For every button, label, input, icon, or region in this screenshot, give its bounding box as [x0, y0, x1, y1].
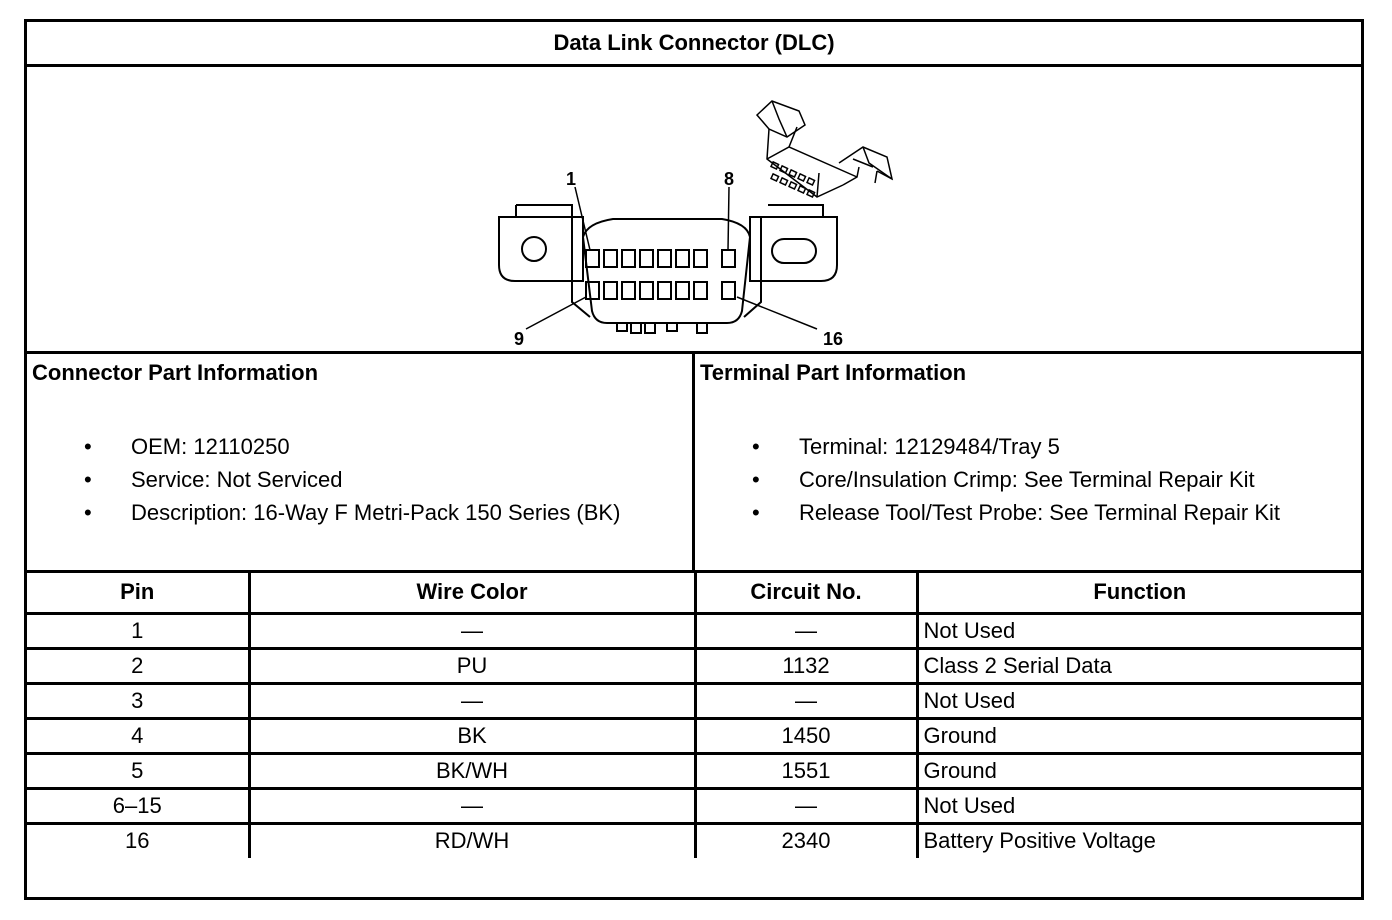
- header-function: Function: [917, 573, 1361, 613]
- pin-label-16: 16: [822, 329, 844, 349]
- list-item: • Service: Not Serviced: [27, 463, 620, 496]
- page-title: Data Link Connector (DLC): [27, 22, 1361, 67]
- cell-wire-color: BK/WH: [249, 753, 695, 788]
- table-row: [27, 753, 1361, 788]
- header-wire-color: Wire Color: [249, 573, 695, 613]
- cell-function: Ground: [917, 718, 1361, 753]
- pin-label-9: 9: [513, 329, 525, 349]
- cell-wire-color: RD/WH: [249, 823, 695, 858]
- cell-circuit: 1551: [695, 753, 917, 788]
- cell-pin: 2: [27, 648, 249, 683]
- list-item: • Release Tool/Test Probe: See Terminal Repair Kit: [695, 496, 1280, 529]
- table-row: [27, 788, 1361, 823]
- bullet-icon: •: [84, 467, 92, 492]
- cell-circuit: —: [695, 613, 917, 648]
- right-mount-slot: [772, 239, 816, 263]
- part-info-row: [27, 354, 1361, 573]
- connector-info-heading: Connector Part Information: [32, 360, 319, 385]
- dlc-connector-diagram: [27, 67, 1361, 351]
- bullet-icon: •: [752, 467, 760, 492]
- cell-function: Not Used: [917, 683, 1361, 718]
- list-item: • Description: 16-Way F Metri-Pack 150 Series (BK): [27, 496, 620, 529]
- cell-pin: 4: [27, 718, 249, 753]
- connector-sheet: [24, 19, 1364, 900]
- cell-pin: 6–15: [27, 788, 249, 823]
- list-item: • Core/Insulation Crimp: See Terminal Repair Kit: [695, 463, 1280, 496]
- top-pin-row: [586, 250, 735, 267]
- list-item: • Terminal: 12129484/Tray 5: [695, 430, 1280, 463]
- connector-info-list: [27, 430, 620, 529]
- cell-wire-color: —: [249, 613, 695, 648]
- terminal-info-list: [695, 430, 1280, 529]
- cell-wire-color: BK: [249, 718, 695, 753]
- cell-circuit: 2340: [695, 823, 917, 858]
- connector-isometric-view: [757, 101, 892, 197]
- pin-label-8: 8: [723, 169, 735, 189]
- bullet-icon: •: [752, 500, 760, 525]
- cell-wire-color: —: [249, 683, 695, 718]
- cell-function: Not Used: [917, 613, 1361, 648]
- table-row: [27, 718, 1361, 753]
- cell-function: Class 2 Serial Data: [917, 648, 1361, 683]
- table-row: [27, 683, 1361, 718]
- cell-pin: 1: [27, 613, 249, 648]
- left-mounting-ear: [499, 217, 583, 281]
- cell-function: Ground: [917, 753, 1361, 788]
- left-mount-hole: [522, 237, 546, 261]
- cell-function: Battery Positive Voltage: [917, 823, 1361, 858]
- cell-pin: 5: [27, 753, 249, 788]
- header-circuit-no: Circuit No.: [695, 573, 917, 613]
- connector-body: [583, 219, 750, 323]
- cell-circuit: —: [695, 788, 917, 823]
- bullet-icon: •: [752, 434, 760, 459]
- cell-wire-color: —: [249, 788, 695, 823]
- terminal-part-info: [695, 354, 1361, 570]
- cell-circuit: 1132: [695, 648, 917, 683]
- table-row: [27, 823, 1361, 858]
- terminal-info-heading: Terminal Part Information: [700, 360, 967, 385]
- bullet-icon: •: [84, 500, 92, 525]
- connector-part-info: [27, 354, 695, 570]
- table-header-row: [27, 573, 1361, 613]
- table-row: [27, 613, 1361, 648]
- cell-pin: 16: [27, 823, 249, 858]
- table-row: [27, 648, 1361, 683]
- cell-pin: 3: [27, 683, 249, 718]
- pin-label-1: 1: [565, 169, 577, 189]
- bullet-icon: •: [84, 434, 92, 459]
- connector-figure: [27, 67, 1361, 354]
- list-item: • OEM: 12110250: [27, 430, 620, 463]
- pin-assignment-table: [27, 573, 1361, 858]
- bottom-pin-row: [586, 282, 735, 299]
- header-pin: Pin: [27, 573, 249, 613]
- cell-circuit: 1450: [695, 718, 917, 753]
- cell-function: Not Used: [917, 788, 1361, 823]
- cell-circuit: —: [695, 683, 917, 718]
- right-mounting-ear: [750, 217, 837, 281]
- cell-wire-color: PU: [249, 648, 695, 683]
